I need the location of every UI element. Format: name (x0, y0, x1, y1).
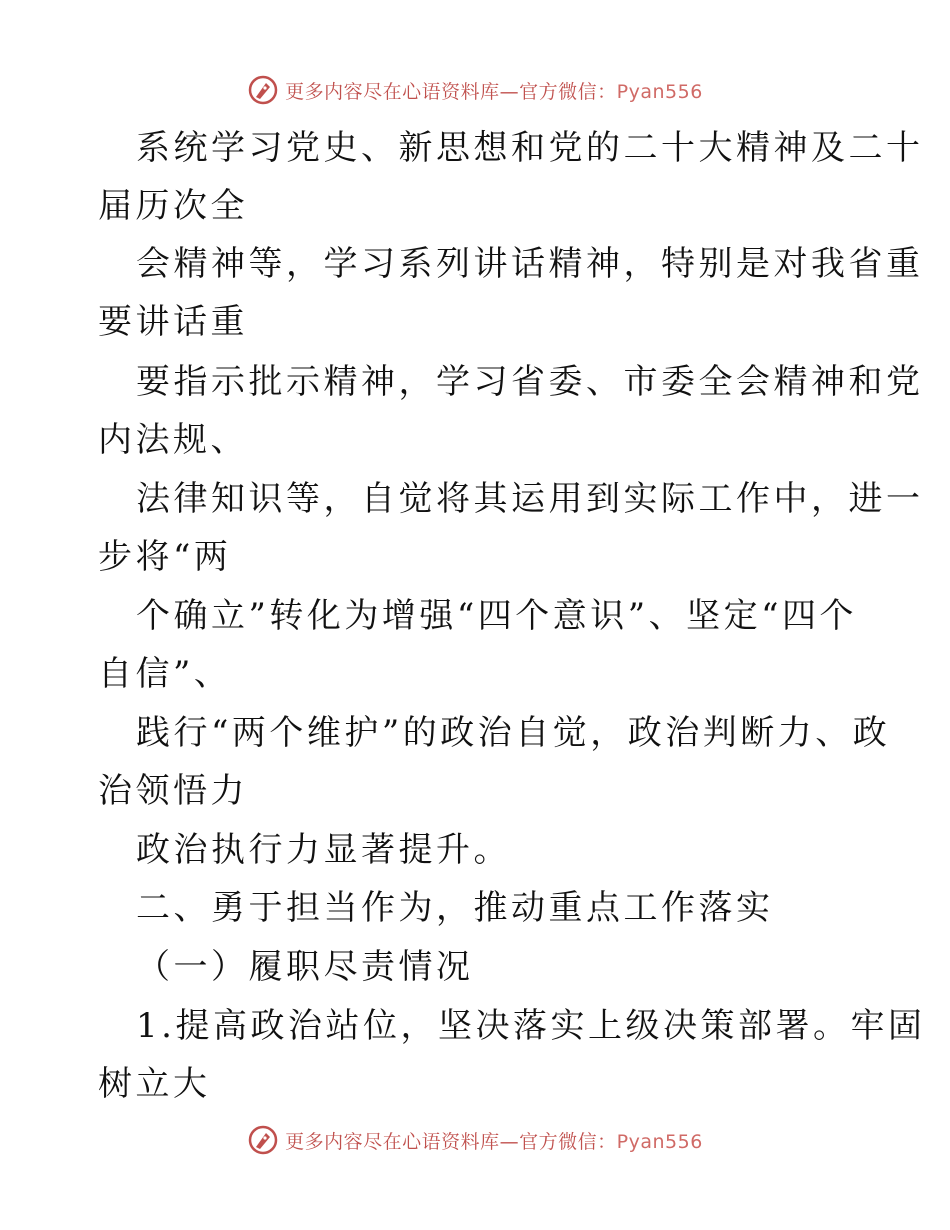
paragraph-line: 内法规、 (98, 420, 248, 460)
paragraph-line: 届历次全 (98, 186, 248, 226)
watermark-text: 更多内容尽在心语资料库—官方微信： (285, 1130, 617, 1153)
watermark-id: Pyan556 (616, 1130, 703, 1153)
footer-watermark (0, 1122, 950, 1158)
paragraph-line: 治领悟力 (98, 771, 248, 811)
paragraph-line: 要讲话重 (98, 302, 248, 342)
paragraph-line: 步将“两 (98, 537, 232, 577)
paragraph-line: 树立大 (98, 1064, 211, 1104)
paragraph-line: 政治执行力显著提升。 (136, 830, 511, 870)
paragraph-line: 践行“两个维护”的政治自觉，政治判断力、政 (136, 713, 891, 753)
section-heading: 二、勇于担当作为，推动重点工作落实 (136, 888, 774, 928)
paragraph-line: 1.提高政治站位，坚决落实上级决策部署。牢固 (136, 1006, 926, 1046)
pen-nib-circle-icon (247, 1124, 279, 1156)
header-watermark (0, 72, 950, 108)
paragraph-line: 自信”、 (98, 654, 232, 694)
watermark-id: Pyan556 (616, 80, 703, 103)
paragraph-line: 会精神等，学习系列讲话精神，特别是对我省重 (136, 244, 924, 284)
watermark-text: 更多内容尽在心语资料库—官方微信： (285, 80, 617, 103)
paragraph-line: 法律知识等，自觉将其运用到实际工作中，进一 (136, 479, 924, 519)
paragraph-line: 个确立”转化为增强“四个意识”、坚定“四个 (136, 596, 858, 636)
pen-nib-circle-icon (247, 74, 279, 106)
paragraph-line: 系统学习党史、新思想和党的二十大精神及二十 (136, 128, 924, 168)
subsection-heading: （一）履职尽责情况 (136, 947, 474, 987)
paragraph-line: 要指示批示精神，学习省委、市委全会精神和党 (136, 362, 924, 402)
